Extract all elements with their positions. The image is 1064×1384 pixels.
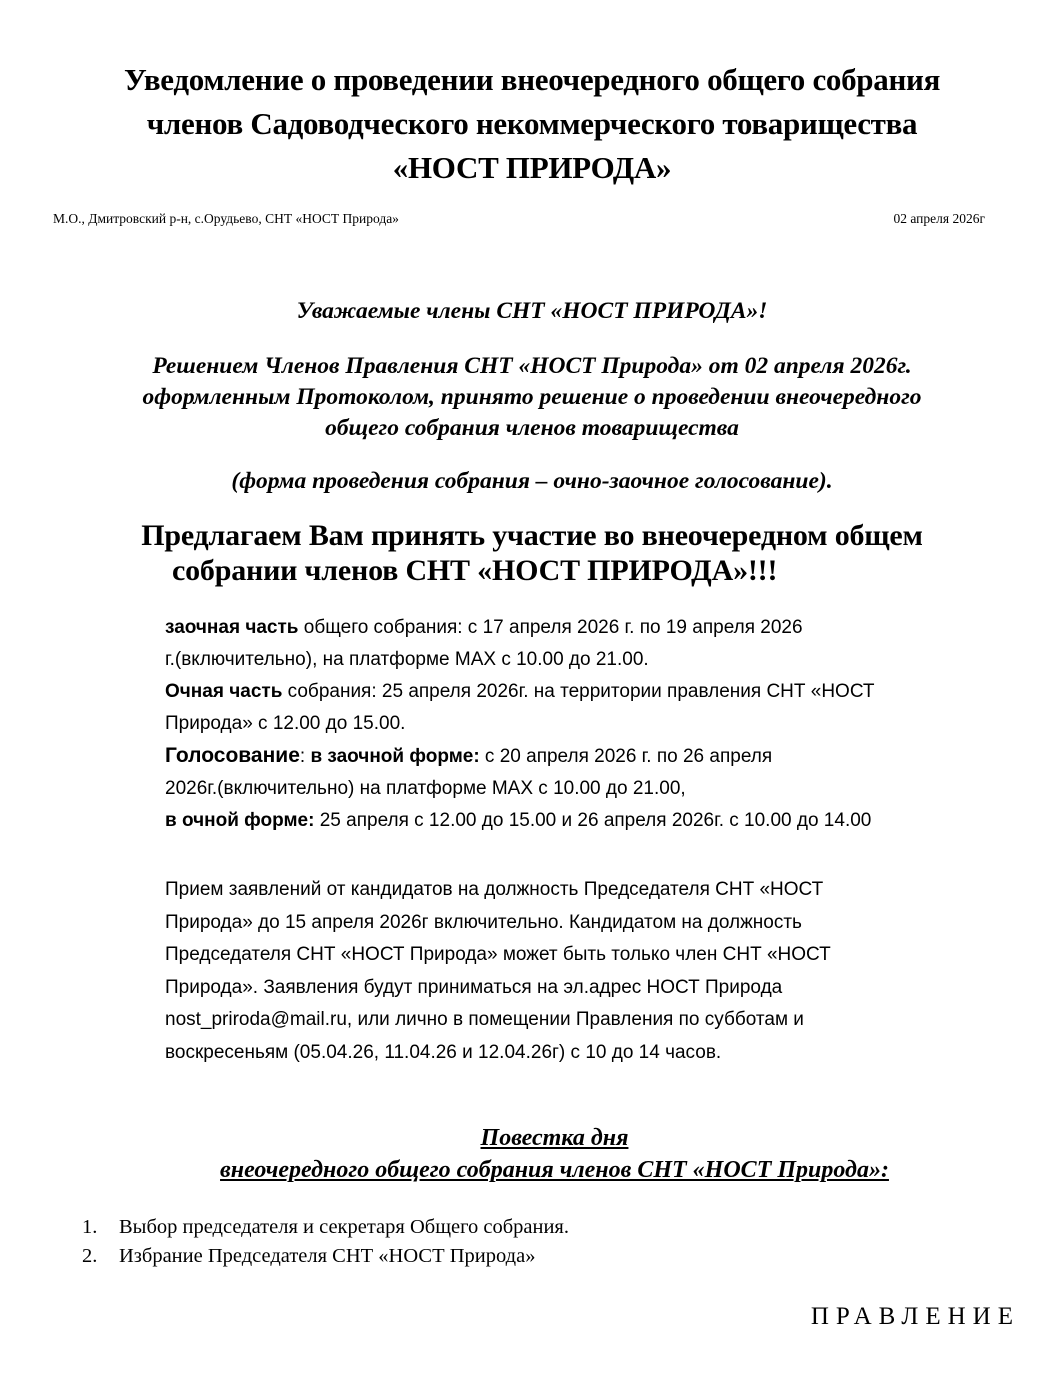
inperson-part-text: собрания: 25 апреля 2026г. на территории правления СНТ «НОСТ — [282, 681, 875, 702]
applications-line-3: Председателя СНТ «НОСТ Природа» может быть только член СНТ «НОСТ — [165, 944, 831, 965]
decision-line-3: общего собрания членов товарищества — [325, 415, 739, 441]
agenda-heading-line-1: Повестка дня — [480, 1125, 629, 1151]
applications-line-5: nost_priroda@mail.ru, или лично в помещении Правления по субботам и — [165, 1009, 804, 1030]
voting-line-3 — [165, 805, 875, 837]
agenda-heading — [0, 1122, 1064, 1186]
signature: ПРАВЛЕНИЕ — [810, 1303, 1020, 1330]
inperson-part-label: Очная часть — [165, 681, 283, 702]
title-line-1: Уведомление о проведении внеочередного общего собрания — [123, 62, 941, 97]
invite-line-1: Предлагаем Вам принять участие во внеочередном общем — [141, 519, 923, 552]
applications-line-1: Прием заявлений от кандидатов на должность Председателя СНТ «НОСТ — [165, 879, 824, 900]
remote-part-text: общего собрания: с 17 апреля 2026 г. по 19 апреля 2026 — [298, 617, 803, 638]
greeting — [0, 296, 1064, 327]
applications-line-4: Природа». Заявления будут приниматься на эл.адрес НОСТ Природа — [165, 976, 783, 998]
title-line-2: членов Садоводческого некоммерческого товарищества — [146, 106, 918, 141]
voting-remote-label: в заочной форме: — [310, 746, 480, 767]
inperson-part-line-1 — [165, 676, 875, 708]
voting-inperson-label: в очной форме: — [165, 810, 315, 831]
form-note-text: (форма проведения собрания – очно-заочное голосование). — [231, 468, 833, 494]
invite-line-2: собрании членов СНТ «НОСТ ПРИРОДА»!!! — [172, 554, 778, 587]
location: М.О., Дмитровский р-н, с.Орудьево, СНТ «НОСТ Природа» — [53, 211, 399, 226]
voting-line-1 — [165, 740, 875, 773]
agenda-heading-line-2: внеочередного общего собрания членов СНТ «НОСТ Природа»: — [220, 1157, 889, 1183]
voting-label: Голосование — [165, 744, 300, 767]
greeting-text: Уважаемые члены СНТ «НОСТ ПРИРОДА»! — [296, 298, 768, 324]
decision-line-2: оформленным Протоколом, принято решение о проведении внеочередного — [142, 384, 922, 410]
applications-paragraph — [165, 874, 831, 1069]
agenda-item-text: Выбор председателя и секретаря Общего собрания. — [119, 1216, 569, 1238]
decision-paragraph — [0, 351, 1064, 444]
applications-line-6: воскресеньям (05.04.26, 11.04.26 и 12.04.26г) с 10 до 14 часов. — [165, 1041, 722, 1063]
voting-inperson-text: 25 апреля с 12.00 до 15.00 и 26 апреля 2026г. с 10.00 до 14.00 — [314, 810, 872, 831]
remote-part-line-2: г.(включительно), на платформе МАХ с 10.00 до 21.00. — [165, 649, 649, 670]
remote-part-line-1 — [165, 612, 875, 644]
schedule-block — [165, 612, 875, 837]
decision-line-1: Решением Членов Правления СНТ «НОСТ Природа» от 02 апреля 2026г. — [152, 353, 912, 379]
applications-line-2: Природа» до 15 апреля 2026г включительно. Кандидатом на должность — [165, 911, 802, 933]
agenda-item-text: Избрание Председателя СНТ «НОСТ Природа» — [119, 1245, 536, 1267]
document-title — [0, 58, 1064, 190]
agenda-item-number: 2. — [82, 1245, 98, 1267]
agenda-item — [82, 1213, 569, 1242]
voting-colon: : — [299, 746, 311, 767]
agenda-item — [82, 1242, 569, 1271]
voting-line-2: 2026г.(включительно) на платформе МАХ с 10.00 до 21.00, — [165, 778, 686, 799]
document-date: 02 апреля 2026г — [893, 211, 985, 226]
invitation-heading — [0, 518, 1064, 588]
agenda-list — [82, 1213, 569, 1271]
voting-remote-text: с 20 апреля 2026 г. по 26 апреля — [479, 746, 773, 767]
inperson-part-line-2: Природа» с 12.00 до 15.00. — [165, 713, 406, 734]
agenda-item-number: 1. — [82, 1216, 98, 1238]
remote-part-label: заочная часть — [165, 617, 299, 638]
title-line-3: «НОСТ ПРИРОДА» — [392, 150, 672, 185]
meeting-form-note — [0, 466, 1064, 497]
